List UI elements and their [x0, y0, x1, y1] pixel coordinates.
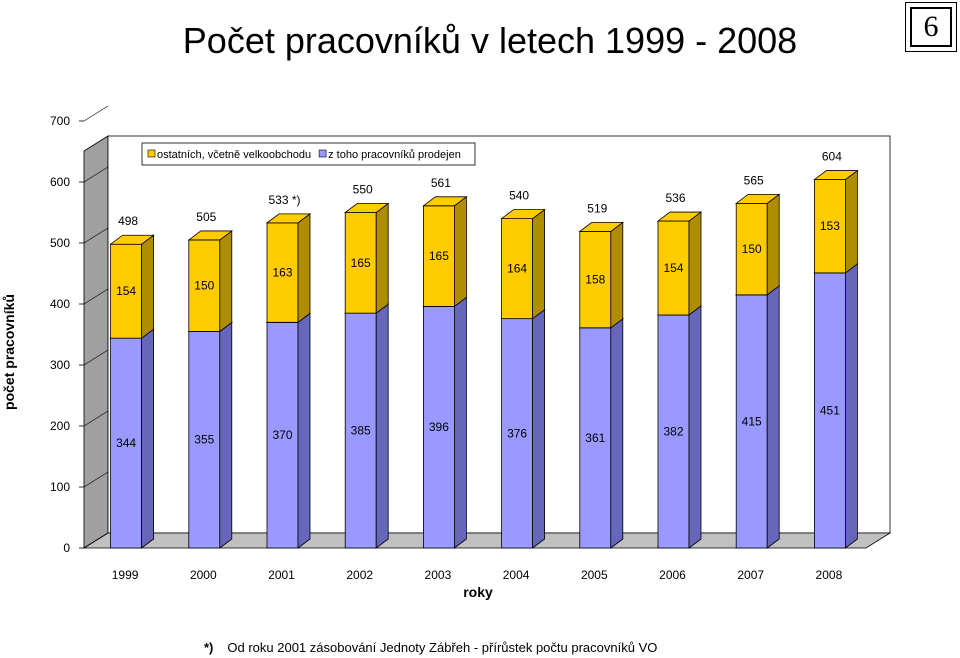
data-label-lower: 344	[116, 436, 137, 451]
data-label-upper: 150	[741, 242, 762, 257]
footnote-text: Od roku 2001 zásobování Jednoty Zábřeh - přírůstek počtu pracovníků VO	[227, 640, 658, 655]
data-label-total: 565	[743, 173, 764, 188]
data-label-lower: 382	[663, 424, 684, 439]
data-label-lower: 415	[741, 414, 762, 429]
data-label-total: 536	[665, 191, 686, 206]
x-tick-label: 2001	[268, 568, 295, 582]
data-label-total: 550	[352, 182, 373, 197]
bar-segment-2000-upper-side	[220, 231, 232, 332]
bar-segment-2003-upper-side	[454, 197, 466, 307]
y-tick-label: 600	[49, 175, 70, 189]
data-label-upper: 164	[507, 261, 528, 276]
y-axis-label: počet pracovníků	[1, 294, 17, 410]
data-label-lower: 376	[507, 426, 528, 441]
bar-segment-2003-lower-side	[454, 297, 466, 548]
legend-swatch	[319, 150, 326, 157]
data-label-lower: 355	[194, 432, 215, 447]
y-tick-label: 400	[49, 297, 70, 311]
data-label-upper: 154	[116, 284, 137, 299]
bar-segment-2006-lower-side	[689, 306, 701, 548]
bar-segment-2005-lower-side	[611, 319, 623, 548]
bar-segment-2000-lower-side	[220, 322, 232, 548]
legend-label: z toho pracovníků prodejen	[328, 149, 461, 161]
data-label-upper: 158	[585, 272, 606, 287]
data-label-total: 533 *)	[268, 192, 301, 207]
data-label-lower: 361	[585, 430, 606, 445]
y-tick-label: 100	[49, 480, 70, 494]
y-gridline-side	[84, 106, 108, 121]
data-label-lower: 370	[272, 428, 293, 443]
bar-segment-2007-upper-side	[767, 194, 779, 295]
x-tick-label: 2008	[815, 568, 843, 582]
data-label-total: 604	[821, 149, 842, 164]
data-label-total: 498	[118, 214, 139, 229]
bar-segment-2001-upper-side	[298, 214, 310, 322]
bar-segment-2002-upper-side	[376, 204, 388, 314]
y-tick-label: 300	[49, 358, 70, 372]
x-tick-label: 2003	[424, 568, 452, 582]
data-label-total: 561	[430, 175, 451, 190]
bar-segment-2006-upper-side	[689, 212, 701, 315]
data-label-total: 505	[196, 209, 217, 224]
data-label-upper: 163	[272, 265, 293, 280]
page-number: 6	[910, 7, 952, 47]
x-tick-label: 2007	[737, 568, 765, 582]
bar-segment-2008-upper-side	[845, 171, 857, 273]
data-label-total: 519	[587, 201, 608, 216]
bar-segment-2002-lower-side	[376, 304, 388, 548]
data-label-upper: 150	[194, 278, 215, 293]
x-tick-label: 2006	[659, 568, 686, 582]
bar-segment-2007-lower-side	[767, 286, 779, 548]
y-tick-label: 0	[63, 541, 70, 555]
bar-segment-2001-lower-side	[298, 313, 310, 548]
x-tick-label: 2000	[189, 568, 217, 582]
legend-label: ostatních, včetně velkoobchodu	[157, 149, 312, 161]
data-label-lower: 385	[350, 423, 371, 438]
x-tick-label: 2002	[346, 568, 374, 582]
y-tick-label: 500	[49, 236, 70, 250]
data-label-upper: 154	[663, 261, 684, 276]
bar-segment-2004-upper-side	[533, 210, 545, 319]
y-tick-label: 700	[49, 114, 70, 128]
data-label-upper: 165	[428, 249, 449, 264]
x-tick-label: 2004	[502, 568, 530, 582]
data-label-upper: 165	[350, 255, 371, 270]
page-title: Počet pracovníků v letech 1999 - 2008	[182, 20, 798, 61]
legend-swatch	[148, 150, 155, 157]
x-tick-label: 1999	[111, 568, 139, 582]
bar-segment-2005-upper-side	[611, 222, 623, 327]
bar-segment-2008-lower-side	[845, 264, 857, 548]
bar-segment-1999-lower-side	[142, 329, 154, 548]
x-tick-label: 2005	[580, 568, 608, 582]
footnote-marker: *)	[204, 640, 214, 655]
data-label-upper: 153	[819, 219, 840, 234]
side-wall	[84, 136, 108, 548]
data-label-total: 540	[509, 188, 530, 203]
data-label-lower: 451	[819, 403, 840, 418]
bar-segment-2004-lower-side	[533, 310, 545, 548]
bar-segment-1999-upper-side	[142, 235, 154, 338]
y-tick-label: 200	[49, 419, 70, 433]
footnote	[204, 640, 657, 655]
x-axis-label: roky	[463, 584, 493, 600]
data-label-lower: 396	[428, 420, 449, 435]
